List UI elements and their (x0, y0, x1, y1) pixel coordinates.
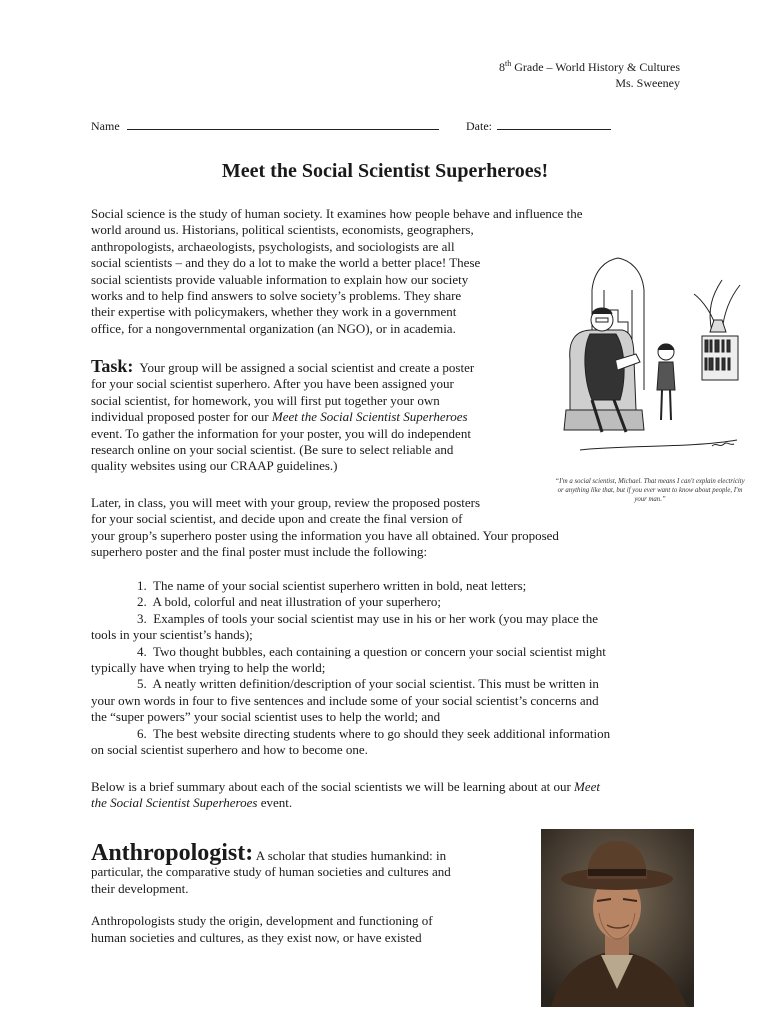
list-item (91, 594, 610, 610)
cartoon-caption: “I'm a social scientist, Michael. That means I can't explain electricity or anything like that, but if you ever want to know about people, I'm your man.” (555, 478, 745, 503)
name-blank[interactable] (127, 118, 439, 130)
later-line: superhero poster and the final poster must include the following: (91, 544, 428, 560)
task-first-line (91, 358, 474, 376)
task-paragraph (91, 358, 474, 475)
summary-line (91, 795, 600, 811)
teacher-name: Ms. Sweeney (615, 76, 680, 90)
task-line: quality websites using our CRAAP guidelines.) (91, 458, 338, 474)
later-paragraph (91, 495, 559, 561)
event-name: Meet the Social Scientist Superheroes (271, 409, 468, 425)
requirements-list (91, 578, 610, 758)
anthropologist-def: A scholar that studies humankind: in (253, 848, 447, 863)
later-line: your group’s superhero poster using the information you have all obtained. Your proposed (91, 527, 559, 543)
summary-text: event. (257, 795, 293, 811)
list-item (91, 578, 610, 594)
list-text-cont (91, 693, 610, 726)
list-text: Examples of tools your social scientist may use in his or her work (you may place the (153, 610, 599, 626)
event-name: Meet (574, 779, 601, 794)
anthropologist-photo (541, 829, 694, 1007)
later-line: for your social scientist, and decide upon and create the final version of (91, 511, 463, 527)
list-number: 2. (137, 594, 147, 610)
date-field (466, 118, 611, 134)
anthropologist-body: Anthropologists study the origin, development and functioning of (91, 913, 433, 929)
summary-line (91, 779, 600, 795)
intro-line: social scientists – and they do a lot to make the world a better place! These (91, 255, 481, 271)
course-name: Grade – World History & Cultures (511, 60, 680, 74)
date-blank[interactable] (497, 118, 611, 130)
intro-line: social scientists provide valuable information to explain how our society (91, 271, 469, 287)
list-item (91, 676, 610, 692)
social-scientist-cartoon (562, 250, 748, 454)
list-text-cont-line: the “super powers” your social scientist uses to help the world; and (91, 709, 441, 725)
intro-line: anthropologists, archaeologists, psychologists, and sociologists are all (91, 238, 455, 254)
intro-line: office, for a nongovernmental organization (an NGO), or in academia. (91, 320, 456, 336)
course-line (499, 56, 680, 75)
list-item (91, 611, 610, 627)
task-line: event. To gather the information for your poster, you will do independent (91, 425, 471, 441)
anthropologist-def: particular, the comparative study of human societies and cultures and (91, 864, 451, 880)
intro-paragraph (91, 206, 583, 337)
task-line: for your social scientist superhero. After you have been assigned your (91, 376, 454, 392)
intro-line: world around us. Historians, political scientists, economists, geographers, (91, 222, 474, 238)
list-number: 5. (137, 676, 147, 692)
list-text-cont: typically have when trying to help the world; (91, 660, 326, 676)
list-text-cont-line: your own words in four to five sentences and include some of your social scientist’s concerns and (91, 692, 599, 708)
task-line: research online on your social scientist. (Be sure to select reliable and (91, 442, 454, 458)
task-heading: Task: (91, 356, 134, 376)
anthropologist-body: human societies and cultures, as they exist now, or have existed (91, 929, 422, 945)
name-label: Name (91, 119, 120, 133)
task-line: Your group will be assigned a social scientist and create a poster (139, 360, 475, 375)
list-number: 1. (137, 578, 147, 593)
grade-number: 8 (498, 60, 505, 74)
list-text: The best website directing students where to go should they seek additional information (153, 725, 611, 741)
anthropologist-def-line (91, 840, 451, 866)
event-name: the Social Scientist Superheroes (91, 795, 258, 811)
later-line: Later, in class, you will meet with your group, review the proposed posters (91, 495, 481, 510)
list-text: A neatly written definition/description of your social scientist. This must be written in (152, 676, 599, 692)
list-text-cont: on social scientist superhero and how to become one. (91, 742, 368, 758)
page-title: Meet the Social Scientist Superheroes! (221, 160, 549, 182)
list-item (91, 726, 610, 742)
task-text: individual proposed poster for our (91, 409, 272, 425)
name-field (91, 118, 439, 134)
list-text: A bold, colorful and neat illustration of your superhero; (152, 594, 442, 610)
course-header (499, 56, 680, 91)
list-item (91, 644, 610, 660)
summary-text: Below is a brief summary about each of the social scientists we will be learning about at our (91, 779, 575, 794)
anthropologist-section (91, 840, 451, 946)
intro-line: Social science is the study of human society. It examines how people behave and influence the (91, 206, 583, 221)
intro-line: works and to help find answers to solve society’s problems. They share (91, 288, 462, 304)
task-line (91, 409, 474, 425)
list-text: The name of your social scientist superhero written in bold, neat letters; (153, 578, 527, 593)
list-number: 4. (137, 643, 147, 659)
list-number: 3. (137, 610, 147, 626)
anthropologist-def: their development. (91, 880, 189, 896)
grade-suffix: th (504, 59, 512, 68)
list-text: Two thought bubbles, each containing a question or concern your social scientist might (153, 643, 606, 659)
list-text-cont: tools in your scientist’s hands); (91, 627, 253, 643)
anthropologist-heading: Anthropologist: (91, 840, 254, 866)
date-label: Date: (466, 119, 492, 133)
list-number: 6. (137, 725, 147, 741)
intro-line: their expertise with policymakers, whether they work in a government (91, 304, 457, 320)
task-line: social scientist, for homework, you will first put together your own (91, 392, 440, 408)
summary-paragraph (91, 779, 600, 812)
